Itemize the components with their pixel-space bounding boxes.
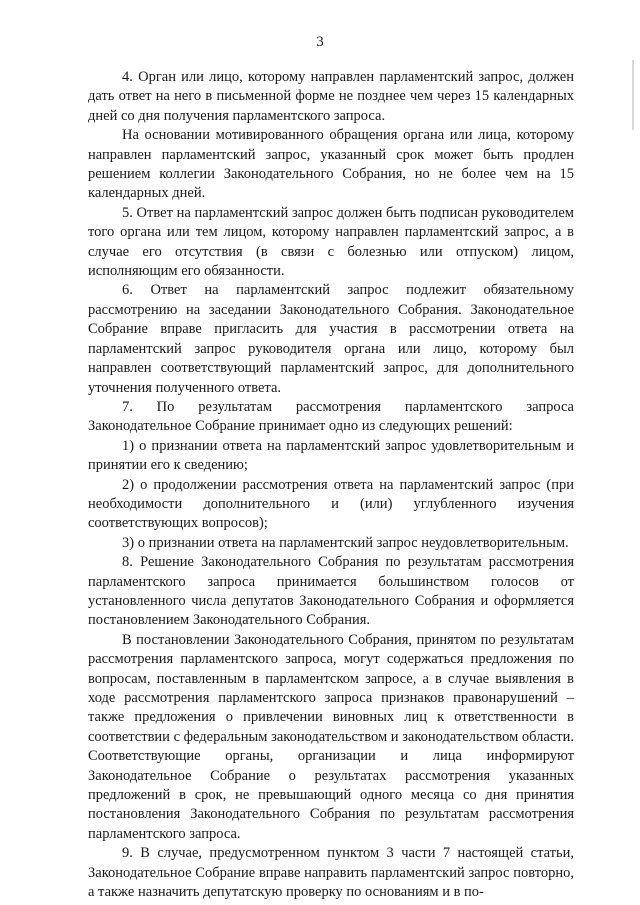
paragraph-4-extension: На основании мотивированного обращения органа или лица, которому направлен парламентский запрос, указанный срок может быть продлен решением коллегии Законодательного Собрания, но не более чем на 15 календарных дней. <box>88 127 574 202</box>
scan-edge-shadow <box>632 60 634 130</box>
document-body <box>88 68 574 902</box>
paragraph-9: 9. В случае, предусмотренном пунктом 3 части 7 настоящей статьи, Законодательное Собрание вправе направить парламентский запрос повторно, а также назначить депутатскую проверку по основаниям и в по- <box>88 845 574 901</box>
paragraph-7-item-1: 1) о признании ответа на парламентский запрос удовлетворительным и принятии его к сведению; <box>88 437 574 474</box>
page-number: 3 <box>316 34 324 50</box>
paragraph-8: 8. Решение Законодательного Собрания по результатам рассмотрения парламентского запроса принимается большинством голосов от установленного числа депутатов Законодательного Собрания и оформляется постановлением Законодательного Собрания. <box>88 554 574 629</box>
paragraph-7-item-3: 3) о признании ответа на парламентский запрос неудовлетворительным. <box>122 534 569 551</box>
paragraph-5: 5. Ответ на парламентский запрос должен быть подписан руководителем того органа или тем лицом, которому направлен парламентский запрос, а в случае его отсутствия (в связи с болезнью или отпуском) лицом, исполняющим его обязанности. <box>88 204 574 280</box>
paragraph-6: 6. Ответ на парламентский запрос подлежит обязательному рассмотрению на заседании Законодательного Собрания. Законодательное Собрание вправе пригласить для участия в рассмотрении ответа на парламентский запрос руководителя органа или лицо, которому был направлен соответствующий парламентский запрос, для дополнительного уточнения полученного ответа. <box>88 282 574 396</box>
paragraph-7-item-2: 2) о продолжении рассмотрения ответа на парламентский запрос (при необходимости дополнительного и (или) углубленного изучения соответствующих вопросов); <box>88 476 574 532</box>
paragraph-4: 4. Орган или лицо, которому направлен парламентский запрос, должен дать ответ на него в письменной форме не позднее чем через 15 календарных дней со дня получения парламентского запроса. <box>88 69 574 124</box>
paragraph-7: 7. По результатам рассмотрения парламентского запроса Законодательное Собрание принимает одно из следующих решений: <box>88 398 574 435</box>
paragraph-8-resolution: В постановлении Законодательного Собрания, принятом по результатам рассмотрения парламентского запроса, могут содержаться предложения по вопросам, поставленным в парламентском запросе, а в случае выявления в ходе рассмотрения парламентского запроса признаков правонарушений – также предложения о привлечении виновных лиц к ответственности в соответствии с федеральным законодательством и законодательством области. Соответствующие органы, организации и лица информируют Законодательное Собрание о результатах рассмотрения указанных предложений в срок, не превышающий одного месяца со дня принятия постановления Законодательного Собрания по результатам рассмотрения парламентского запроса. <box>88 631 574 842</box>
